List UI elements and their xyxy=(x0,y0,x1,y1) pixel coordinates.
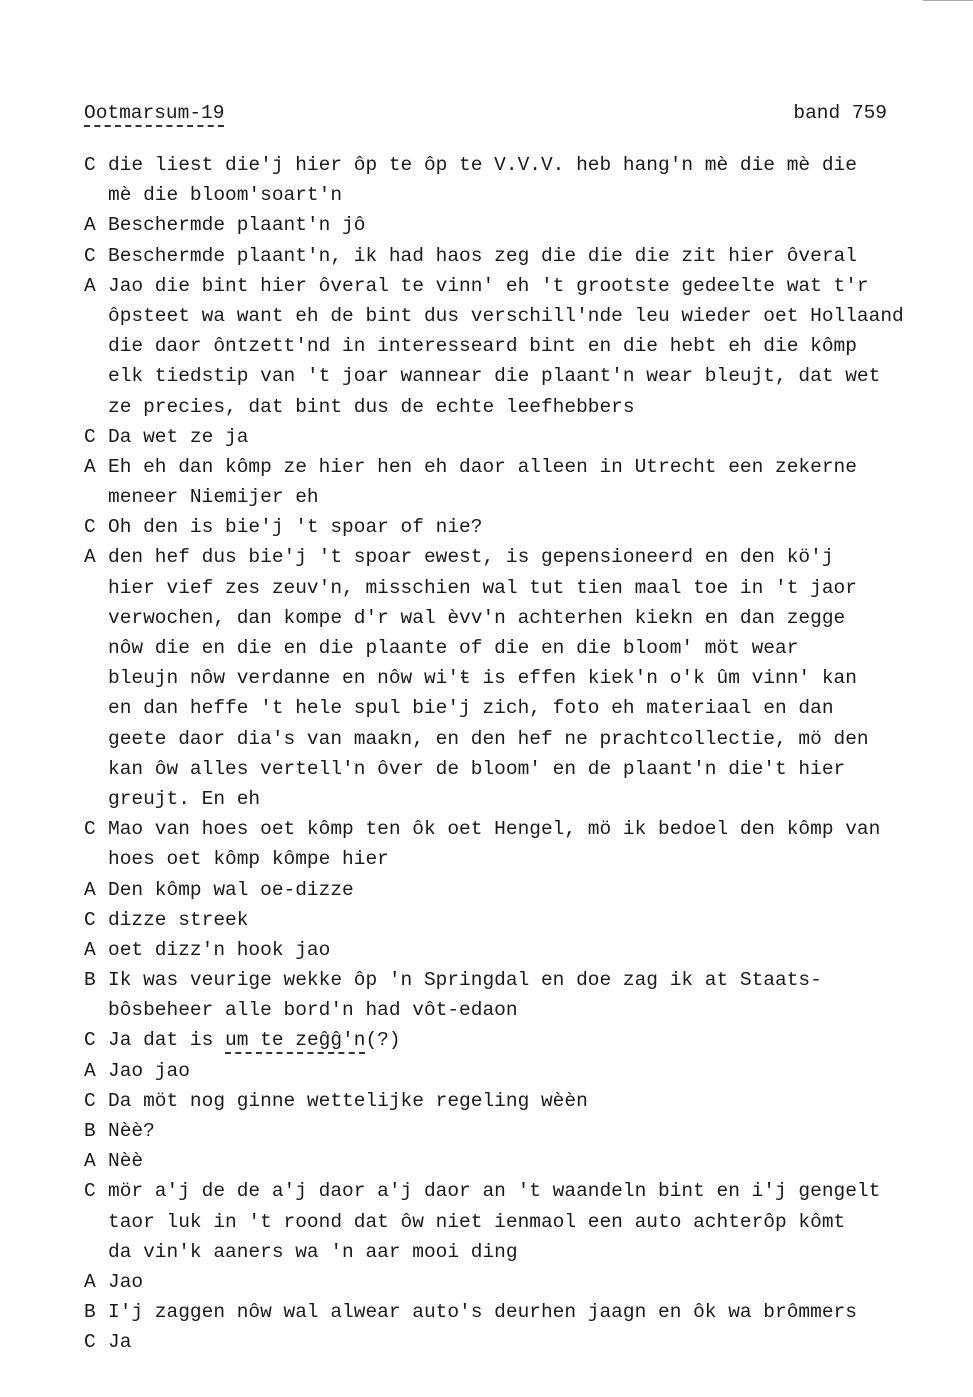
transcript-line xyxy=(84,542,954,572)
transcript-line xyxy=(84,1086,954,1116)
line-text: Den kômp wal oe-dizze xyxy=(108,878,354,901)
transcript-line xyxy=(84,814,954,844)
line-text: hoes oet kômp kômpe hier xyxy=(108,848,389,871)
transcript-line xyxy=(84,573,954,603)
speaker-label: C xyxy=(84,818,96,841)
line-text: Da wet ze ja xyxy=(108,425,249,448)
line-text: Beschermde plaant'n jô xyxy=(108,214,366,237)
transcript-line xyxy=(84,1267,954,1297)
speaker-label: B xyxy=(84,1301,96,1324)
speaker-label: A xyxy=(84,938,96,961)
transcript-line xyxy=(84,482,954,512)
line-text: bôsbeheer alle bord'n had vôt-edaon xyxy=(108,999,518,1022)
transcript-line xyxy=(84,271,954,301)
transcript-line xyxy=(84,784,954,814)
transcript-line xyxy=(84,1176,954,1206)
line-text: meneer Niemijer eh xyxy=(108,486,319,509)
transcript-line xyxy=(84,422,954,452)
line-text: Eh eh dan kômp ze hier hen eh daor alleen in Utrecht een zekerne xyxy=(108,455,857,478)
line-text: Jao jao xyxy=(108,1059,190,1082)
transcript-line xyxy=(84,1297,954,1327)
speaker-label: C xyxy=(84,1331,96,1354)
transcript-line xyxy=(84,965,954,995)
transcript-line xyxy=(84,512,954,542)
transcript-line xyxy=(84,331,954,361)
underlined-phrase: um te zeĝĝ'n xyxy=(225,1029,365,1054)
line-text: oet dizz'n hook jao xyxy=(108,938,331,961)
line-text: ze precies, dat bint dus de echte leefhebbers xyxy=(108,395,635,418)
speaker-label: A xyxy=(84,1059,96,1082)
line-text: kan ôw alles vertell'n ôver de bloom' en de plaant'n die't hier xyxy=(108,757,846,780)
line-text: bleujn nôw verdanne en nôw wi'ŧ is effen kiek'n o'k ûm vinn' kan xyxy=(108,667,857,690)
line-text: mör a'j de de a'j daor a'j daor an 't waandeln bint en i'j gengelt xyxy=(108,1180,881,1203)
line-text: greujt. En eh xyxy=(108,787,261,810)
speaker-label: C xyxy=(84,1180,96,1203)
speaker-label: C xyxy=(84,1089,96,1112)
line-text: hier vief zes zeuv'n, misschien wal tut tien maal toe in 't jaor xyxy=(108,576,857,599)
speaker-label: A xyxy=(84,1270,96,1293)
transcript-line xyxy=(84,452,954,482)
line-text: taor luk in 't roond dat ôw niet ienmaol een auto achterôp kômt xyxy=(108,1210,846,1233)
transcript-line xyxy=(84,1237,954,1267)
transcript-line xyxy=(84,1327,954,1357)
speaker-label: B xyxy=(84,969,96,992)
speaker-label: B xyxy=(84,1120,96,1142)
transcript-line xyxy=(84,210,954,240)
transcript-line xyxy=(84,392,954,422)
speaker-label: A xyxy=(84,546,96,569)
transcript-line xyxy=(84,603,954,633)
line-text: I'j zaggen nôw wal alwear auto's deurhen jaagn en ôk wa brômmers xyxy=(108,1301,857,1324)
line-text: Nèè xyxy=(108,1150,144,1173)
line-text: dizze streek xyxy=(108,908,249,931)
speaker-label: C xyxy=(84,244,96,267)
speaker-label: C xyxy=(84,1029,96,1052)
line-text: Ik was veurige wekke ôp 'n Springdal en doe zag ik at Staats- xyxy=(108,969,822,992)
transcript-line xyxy=(84,905,954,935)
transcript-line xyxy=(84,663,954,693)
speaker-label: C xyxy=(84,425,96,448)
line-text: Beschermde plaant'n, ik had haos zeg die die die zit hier ôveral xyxy=(108,244,857,267)
line-text: verwochen, dan kompe d'r wal èvv'n achterhen kiekn en dan zegge xyxy=(108,606,846,629)
transcript-line xyxy=(84,935,954,965)
transcript-line xyxy=(84,693,954,723)
transcript-line xyxy=(84,1116,954,1146)
line-text: Jao xyxy=(108,1270,144,1293)
transcript-line xyxy=(84,301,954,331)
line-text: Jao die bint hier ôveral te vinn' eh 't grootste gedeelte wat t'r xyxy=(108,274,869,297)
line-text: nôw die en die en die plaante of die en die bloom' möt wear xyxy=(108,637,799,659)
line-text: en dan heffe 't hele spul bie'j zich, foto eh materiaal en dan xyxy=(108,697,834,720)
document-title: Ootmarsum-19 xyxy=(84,102,224,127)
line-text: Nèè? xyxy=(108,1120,155,1142)
transcript-line xyxy=(84,754,954,784)
transcript-line xyxy=(84,361,954,391)
speaker-label: C xyxy=(84,908,96,931)
transcript-line xyxy=(84,1056,954,1086)
line-text: geete daor dia's van maakn, en den hef ne prachtcollectie, mö den xyxy=(108,727,869,750)
transcript-line xyxy=(84,995,954,1025)
transcript-line xyxy=(84,1025,954,1055)
line-text: die liest die'j hier ôp te ôp te V.V.V. heb hang'n mè die mè die xyxy=(108,154,857,176)
line-text: Ja dat is xyxy=(108,1029,226,1052)
transcript-line xyxy=(84,1146,954,1176)
speaker-label: A xyxy=(84,1150,96,1173)
transcript-line xyxy=(84,875,954,905)
line-text: ôpsteet wa want eh de bint dus verschill'nde leu wieder oet Hollaand xyxy=(108,304,904,327)
tape-number: band 759 xyxy=(793,102,887,124)
line-text: Ja xyxy=(108,1331,132,1354)
speaker-label: A xyxy=(84,214,96,237)
transcript-line xyxy=(84,241,954,271)
speaker-label: A xyxy=(84,274,96,297)
transcript-line xyxy=(84,844,954,874)
line-text: mè die bloom'soart'n xyxy=(108,184,343,207)
line-text: den hef dus bie'j 't spoar ewest, is gepensioneerd en den kö'j xyxy=(108,546,834,569)
speaker-label: C xyxy=(84,516,96,539)
line-text: Da möt nog ginne wettelijke regeling wèèn xyxy=(108,1089,588,1112)
line-text: die daor ôntzett'nd in interesseard bint en die hebt eh die kômp xyxy=(108,335,857,358)
uncertain-marker: (?) xyxy=(365,1029,401,1052)
line-text: Oh den is bie'j 't spoar of nie? xyxy=(108,516,483,539)
speaker-label: C xyxy=(84,154,96,176)
top-edge-mark xyxy=(923,0,973,1)
transcript-line xyxy=(84,150,954,180)
line-text: da vin'k aaners wa 'n aar mooi ding xyxy=(108,1240,518,1263)
line-text: elk tiedstip van 't joar wannear die plaant'n wear bleujt, dat wet xyxy=(108,365,881,388)
transcript-line xyxy=(84,633,954,663)
transcript-line xyxy=(84,180,954,210)
transcript-line xyxy=(84,724,954,754)
transcript-body xyxy=(84,150,954,1358)
page-header xyxy=(84,102,887,132)
transcript-line xyxy=(84,1207,954,1237)
speaker-label: A xyxy=(84,455,96,478)
speaker-label: A xyxy=(84,878,96,901)
line-text: Mao van hoes oet kômp ten ôk oet Hengel, mö ik bedoel den kômp van xyxy=(108,818,881,841)
